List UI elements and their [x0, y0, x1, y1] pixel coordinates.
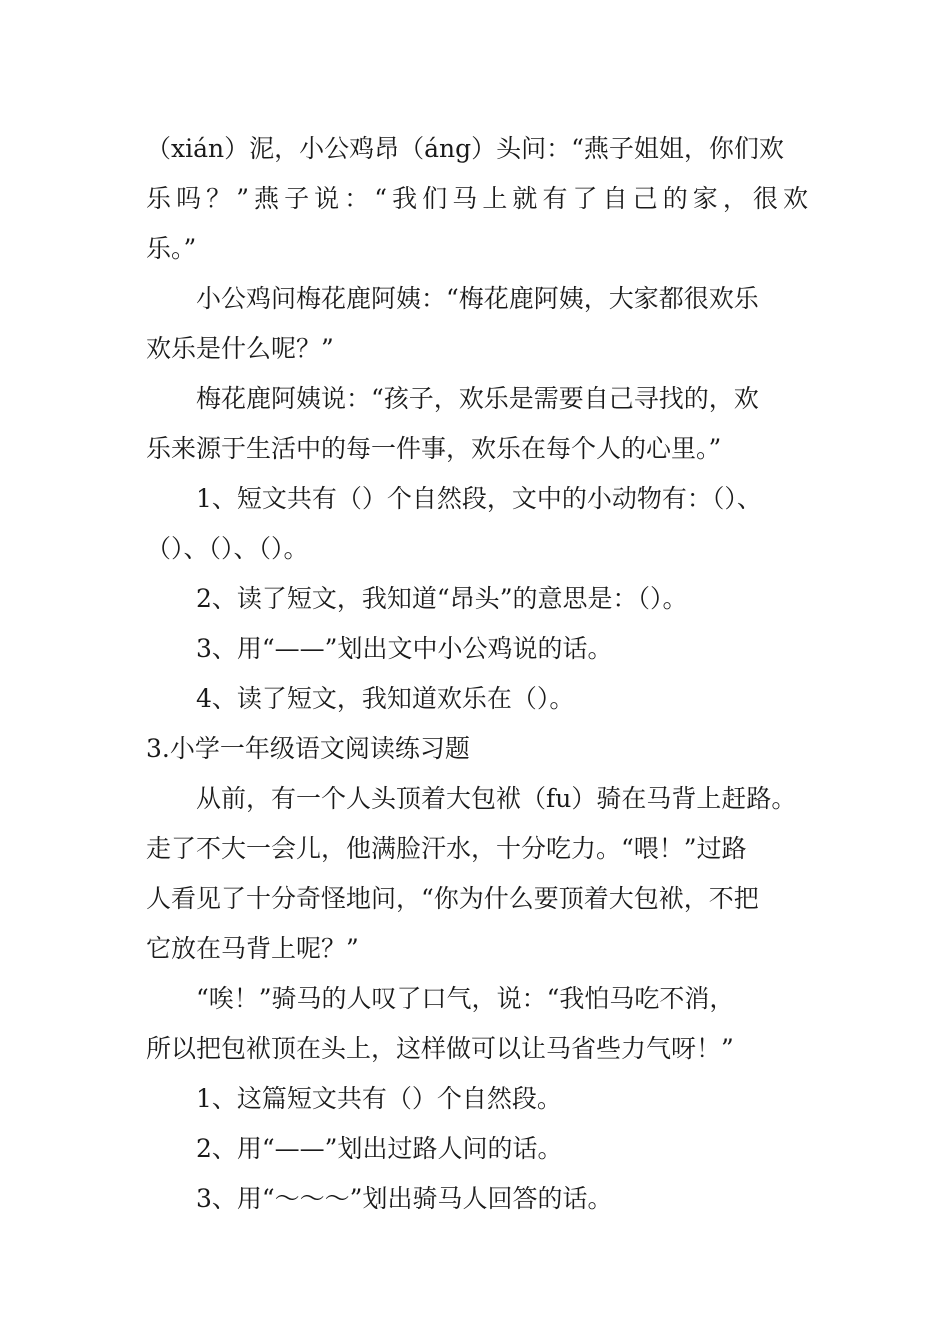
text-line: 小公鸡问梅花鹿阿姨：“梅花鹿阿姨，大家都很欢乐: [196, 284, 759, 313]
text-line: 它放在马背上呢？”: [146, 934, 359, 963]
text-line: 欢乐是什么呢？”: [146, 334, 334, 363]
question-line: 1、这篇短文共有（）个自然段。: [196, 1084, 562, 1113]
text-line: 人看见了十分奇怪地问，“你为什么要顶着大包袱，不把: [146, 884, 759, 913]
question-line: 3、用“～～～”划出骑马人回答的话。: [196, 1184, 613, 1213]
text-line: 梅花鹿阿姨说：“孩子，欢乐是需要自己寻找的，欢: [196, 384, 759, 413]
question-line: 3、用“——”划出文中小公鸡说的话。: [196, 634, 613, 663]
section-heading: 3.小学一年级语文阅读练习题: [146, 734, 470, 763]
text-line: 走了不大一会儿，他满脸汗水，十分吃力。“喂！”过路: [146, 834, 747, 863]
text-line: 所以把包袱顶在头上，这样做可以让马省些力气呀！”: [146, 1034, 734, 1063]
document-body: [146, 124, 846, 1224]
text-line: 乐吗？”燕子说：“我们马上就有了自己的家，很欢: [146, 184, 808, 213]
question-line: （）、（）、（）。: [146, 534, 309, 563]
question-line: 2、读了短文，我知道“昂头”的意思是：（）。: [196, 584, 688, 613]
text-line: 乐。”: [146, 234, 197, 263]
text-line: “唉！”骑马的人叹了口气，说：“我怕马吃不消，: [196, 984, 735, 1013]
question-line: 4、读了短文，我知道欢乐在（）。: [196, 684, 575, 713]
text-line: 乐来源于生活中的每一件事，欢乐在每个人的心里。”: [146, 434, 722, 463]
question-line: 1、短文共有（）个自然段，文中的小动物有：（）、: [196, 484, 762, 513]
question-line: 2、用“——”划出过路人问的话。: [196, 1134, 563, 1163]
text-line: （xián）泥，小公鸡昂（áng）头问：“燕子姐姐，你们欢: [146, 134, 784, 163]
text-line: 从前，有一个人头顶着大包袱（fu）骑在马背上赶路。: [196, 784, 797, 813]
